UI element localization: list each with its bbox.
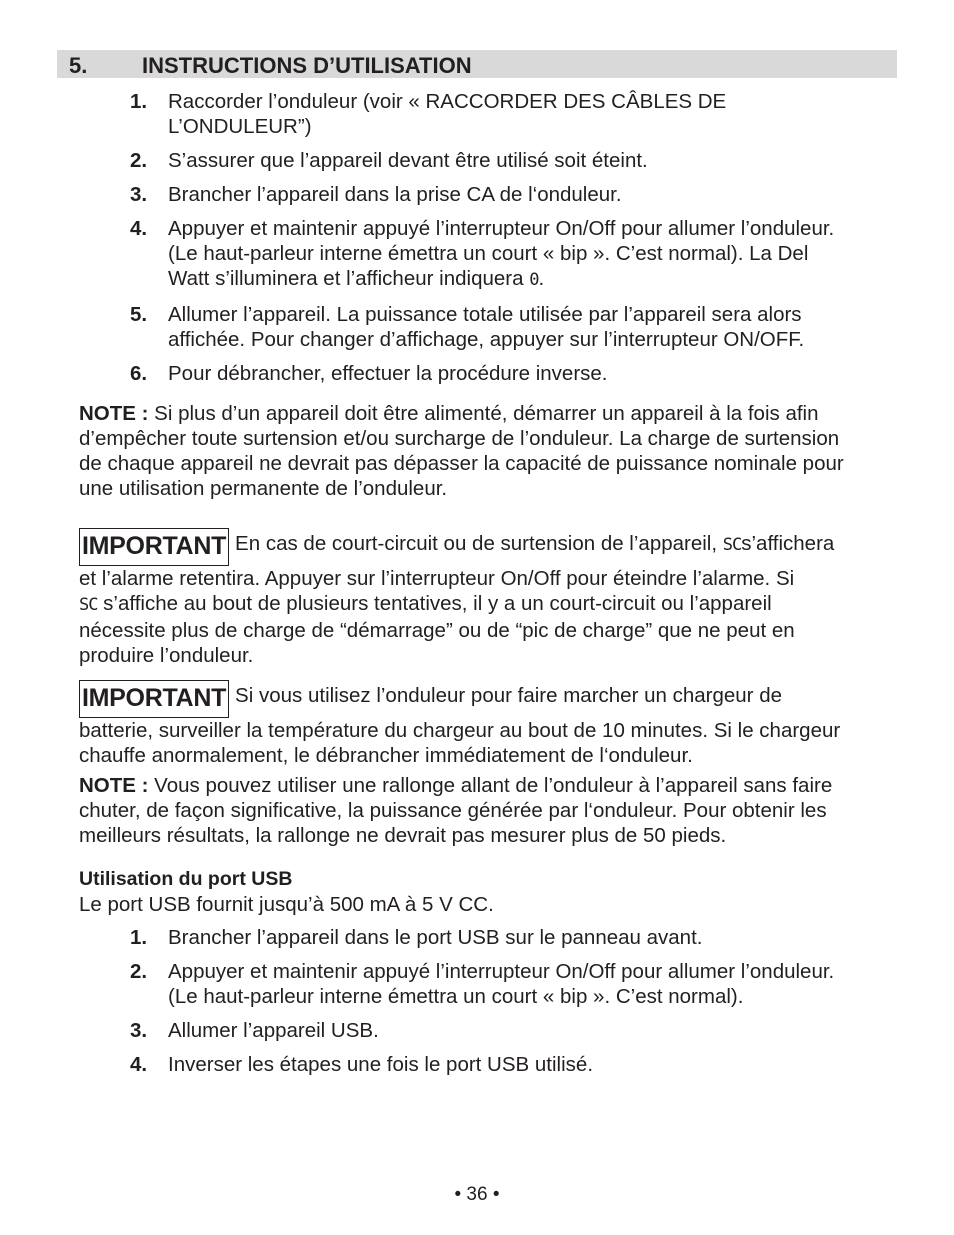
list-item: 6. Pour débrancher, effectuer la procédure inverse. <box>130 362 608 385</box>
section-header <box>57 50 897 78</box>
display-sc-glyph: SC <box>722 535 742 555</box>
list-item: 4. Inverser les étapes une fois le port USB utilisé. <box>130 1053 594 1076</box>
list-item: 4. Appuyer et maintenir appuyé l’interrupteur On/Off pour allumer l’onduleur. (Le haut-parleur interne émettra un court « bip ». C’est normal). La Del Watt s’illuminera et l’afficheur indiquera 0. <box>130 217 835 290</box>
usb-heading: Utilisation du port USB <box>79 868 293 890</box>
usb-steps-list <box>130 925 900 1086</box>
note-label: NOTE : <box>79 774 149 797</box>
important-badge: IMPORTANT <box>79 680 229 718</box>
list-item: 5. Allumer l’appareil. La puissance totale utilisée par l’appareil sera alors affichée. Pour changer d’affichage, appuyer sur l’interrupteur ON/OFF. <box>130 303 805 351</box>
list-item: 1. Brancher l’appareil dans le port USB sur le panneau avant. <box>130 926 703 949</box>
important-paragraph-1: IMPORTANT En cas de court-circuit ou de surtension de l’appareil, SCs’affichera et l’alarme retentira. Appuyer sur l’interrupteur On/Off pour éteindre l’alarme. Si SC s’affiche au bout de plusieurs tentatives, il y a un court-circuit ou l’appareil nécessite plus de charge de “démarrage” ou de “pic de charge” que ne peut en produire l’onduleur. <box>79 528 899 668</box>
list-item: 3. Allumer l’appareil USB. <box>130 1019 379 1042</box>
note-paragraph-2: NOTE : Vous pouvez utiliser une rallonge allant de l’onduleur à l’appareil sans faire chuter, de façon significative, la puissance générée par l‘onduleur. Pour obtenir les meilleurs résultats, la rallonge ne devrait pas mesurer plus de 50 pieds. <box>79 774 833 847</box>
note-label: NOTE : <box>79 402 149 425</box>
usb-intro: Le port USB fournit jusqu’à 500 mA à 5 V CC. <box>79 893 494 916</box>
display-sc-glyph: SC <box>79 595 98 615</box>
list-item: 2. S’assurer que l’appareil devant être utilisé soit éteint. <box>130 149 648 172</box>
list-item: 1. Raccorder l’onduleur (voir « RACCORDER DES CÂBLES DE L’ONDULEUR”) <box>130 90 727 138</box>
important-paragraph-2: IMPORTANT Si vous utilisez l’onduleur pour faire marcher un chargeur de batterie, surveiller la température du chargeur au bout de 10 minutes. Si le chargeur chauffe anormalement, le débrancher immédiatement de l‘onduleur. <box>79 680 899 768</box>
section-title: INSTRUCTIONS D’UTILISATION <box>142 53 472 78</box>
list-item: 2. Appuyer et maintenir appuyé l’interrupteur On/Off pour allumer l’onduleur. (Le haut-parleur interne émettra un court « bip ». C’est normal). <box>130 960 835 1008</box>
display-zero-glyph: 0 <box>529 270 539 290</box>
usb-section <box>79 866 899 917</box>
list-item: 3. Brancher l’appareil dans la prise CA de l‘onduleur. <box>130 183 622 206</box>
note-paragraph-1: NOTE : Si plus d’un appareil doit être alimenté, démarrer un appareil à la fois afin d’empêcher toute surtension et/ou surcharge de l’onduleur. La charge de surtension de chaque appareil ne devrait pas dépasser la capacité de puissance nominale pour une utilisation permanente de l’onduleur. <box>79 402 844 500</box>
operating-steps-list <box>130 89 900 395</box>
important-badge: IMPORTANT <box>79 528 229 566</box>
page-number: • 36 • <box>454 1184 500 1205</box>
section-number: 5. <box>69 53 88 78</box>
